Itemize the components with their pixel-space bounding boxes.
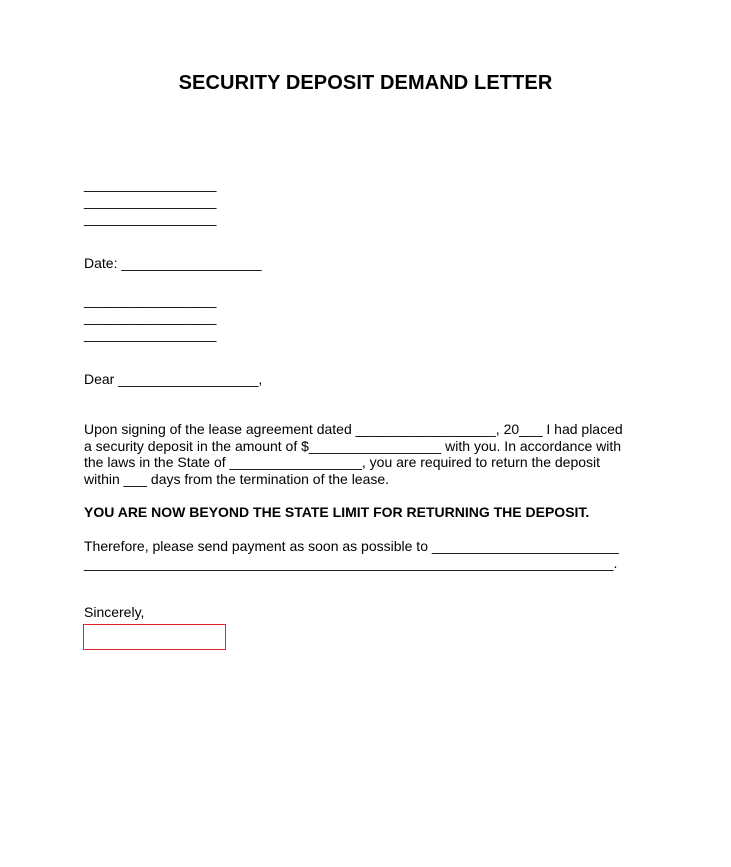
deadline-notice: YOU ARE NOW BEYOND THE STATE LIMIT FOR RETURNING THE DEPOSIT.: [84, 504, 590, 520]
payment-line-2: ____________________________________________________________________.: [84, 554, 618, 571]
salutation: Dear __________________,: [84, 371, 263, 387]
sender-address-line-1: _________________: [84, 176, 217, 192]
closing: Sincerely,: [84, 604, 145, 620]
date-line: Date: __________________: [84, 255, 262, 271]
body-paragraph: [84, 421, 654, 487]
signature-field[interactable]: [83, 624, 226, 650]
body-line-3: the laws in the State of _________________, you are required to return the deposit: [84, 454, 601, 471]
body-line-1: Upon signing of the lease agreement dated __________________, 20___ I had placed: [84, 421, 623, 437]
recipient-address-line-2: _________________: [84, 309, 217, 325]
signature-line: _________________: [84, 634, 217, 650]
recipient-address-line-1: _________________: [84, 292, 217, 308]
body-line-4: within ___ days from the termination of the lease.: [84, 470, 390, 487]
recipient-address-line-3: _________________: [84, 326, 217, 342]
document-title: SECURITY DEPOSIT DEMAND LETTER: [178, 72, 553, 94]
body-line-2: a security deposit in the amount of $_________________ with you. In accordance with: [84, 437, 622, 454]
sender-address-line-2: _________________: [84, 193, 217, 209]
payment-line-1: Therefore, please send payment as soon as possible to ________________________: [84, 538, 619, 554]
sender-address-line-3: _________________: [84, 210, 217, 226]
payment-paragraph: [84, 538, 654, 571]
